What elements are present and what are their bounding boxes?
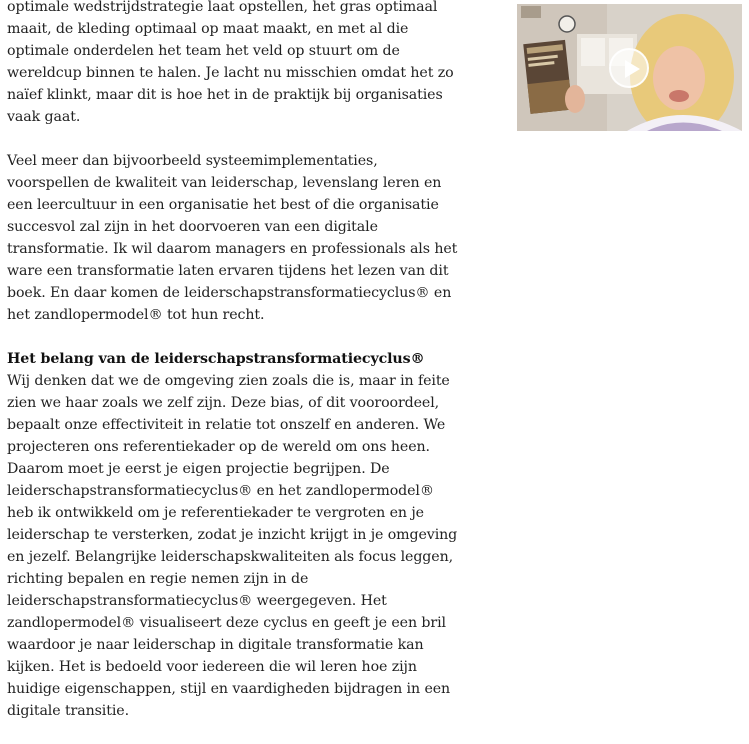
text-line: vaak gaat. <box>7 109 81 125</box>
text-line: leiderschapstransformatiecyclus® en het zandlopermodel® <box>7 483 434 499</box>
text-line: huidige eigenschappen, stijl en vaardigheden bijdragen in een <box>7 681 451 697</box>
text-line: waardoor je naar leiderschap in digitale transformatie kan <box>7 637 424 653</box>
video-thumbnail[interactable] <box>517 4 742 131</box>
text-line: digitale transitie. <box>7 703 129 719</box>
text-line: transformatie. Ik wil daarom managers en professionals als het <box>7 241 458 257</box>
text-line: optimale wedstrijdstrategie laat opstellen, het gras optimaal <box>7 0 438 15</box>
text-line: Veel meer dan bijvoorbeeld systeemimplementaties, <box>7 153 378 169</box>
article-body <box>7 0 458 744</box>
text-line: richting bepalen en regie nemen zijn in de <box>7 571 309 587</box>
text-line: optimale onderdelen het team het veld op stuurt om de <box>7 43 400 59</box>
text-line: succesvol zal zijn in het doorvoeren van een digitale <box>7 219 378 235</box>
text-line: en jezelf. Belangrijke leiderschapskwaliteiten als focus leggen, <box>7 549 454 565</box>
text-line: maait, de kleding optimaal op maat maakt, en met al die <box>7 21 409 37</box>
text-line: kijken. Het is bedoeld voor iedereen die wil leren hoe zijn <box>7 659 417 675</box>
play-icon[interactable] <box>609 48 649 88</box>
text-line: bepaalt onze effectiviteit in relatie tot onszelf en anderen. We <box>7 417 446 433</box>
text-line: het zandlopermodel® tot hun recht. <box>7 307 265 323</box>
text-line: Wij denken dat we de omgeving zien zoals die is, maar in feite <box>7 373 450 389</box>
section-heading: Het belang van de leiderschapstransformatiecyclus® <box>7 351 425 367</box>
paragraph-leadership <box>7 150 458 326</box>
paragraph-cycle <box>7 348 458 722</box>
paragraph-intro <box>7 0 454 128</box>
text-line: projecteren ons referentiekader op de wereld om ons heen. <box>7 439 430 455</box>
text-line: zandlopermodel® visualiseert deze cyclus en geeft je een bril <box>7 615 446 631</box>
text-line: leiderschap te versterken, zodat je inzicht krijgt in je omgeving <box>7 527 458 543</box>
text-line: zien we haar zoals we zelf zijn. Deze bias, of dit vooroordeel, <box>7 395 440 411</box>
text-line: wereldcup binnen te halen. Je lacht nu misschien omdat het zo <box>7 65 454 81</box>
text-line: boek. En daar komen de leiderschapstransformatiecyclus® en <box>7 285 452 301</box>
text-line: heb ik ontwikkeld om je referentiekader te vergroten en je <box>7 505 424 521</box>
text-line: een leercultuur in een organisatie het best of die organisatie <box>7 197 439 213</box>
text-line: ware een transformatie laten ervaren tijdens het lezen van dit <box>7 263 449 279</box>
text-line: leiderschapstransformatiecyclus® weergegeven. Het <box>7 593 387 609</box>
text-line: naïef klinkt, maar dit is hoe het in de praktijk bij organisaties <box>7 87 443 103</box>
book-cover <box>523 40 572 114</box>
text-line: voorspellen de kwaliteit van leiderschap, levenslang leren en <box>7 175 442 191</box>
text-line: Daarom moet je eerst je eigen projectie begrijpen. De <box>7 461 390 477</box>
